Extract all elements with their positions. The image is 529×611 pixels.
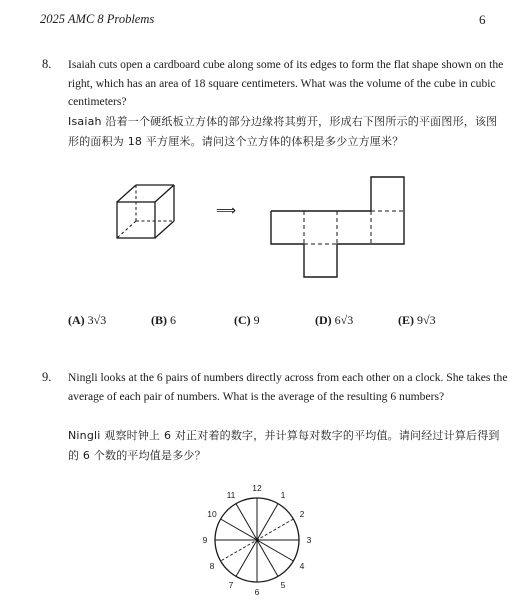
choice-b[interactable]: [151, 313, 176, 328]
clock-number: 9: [202, 535, 208, 545]
header-title: 2025 AMC 8 Problems: [40, 12, 155, 26]
clock-number: 2: [299, 509, 305, 519]
choice-c-value: 9: [253, 313, 260, 327]
choice-b-value: 6: [170, 313, 176, 327]
problem-9-english: Ningli looks at the 6 pairs of numbers directly across from each other on a clock. She takes the average of each pair of numbers. What is the average of the resulting 6 numbers?: [68, 371, 508, 403]
choice-e-label: (E): [398, 313, 414, 327]
choice-d-label: (D): [315, 313, 332, 327]
choice-a-value: 3√3: [87, 313, 107, 327]
problem-9-number: 9.: [42, 370, 52, 384]
clock-number: 1: [280, 489, 286, 500]
clock-number: 6: [254, 587, 260, 597]
choice-b-label: (B): [151, 313, 167, 327]
choice-a[interactable]: [68, 313, 106, 328]
choice-c[interactable]: [234, 313, 260, 328]
choice-d[interactable]: [315, 313, 353, 328]
clock-number: 4: [299, 561, 305, 571]
problem-8-chinese: Isaiah 沿着一个硬纸板立方体的部分边缘将其剪开，形成右下图所示的平面图形，该图形的面积为 18 平方厘米。请问这个立方体的体积是多少立方厘米？: [68, 115, 498, 148]
arrow-icon: ⟹: [216, 203, 237, 219]
cube-diagram: [112, 176, 192, 246]
clock-number: 7: [228, 580, 234, 591]
problem-8-number: 8.: [42, 57, 52, 71]
choice-e-value: 9√3: [417, 313, 436, 327]
choice-a-label: (A): [68, 313, 85, 327]
problem-8-english: Isaiah cuts open a cardboard cube along some of its edges to form the flat shape shown on the right, which has an area of 18 square centimeters. What was the volume of the cube in cubic centimeters?: [68, 58, 504, 108]
clock-number: 3: [306, 535, 312, 545]
clock-number: 5: [280, 580, 286, 591]
clock-diagram: [196, 478, 326, 603]
clock-number: 12: [252, 483, 262, 493]
page-number: 6: [479, 12, 486, 27]
cube-net-diagram: [268, 174, 418, 284]
clock-number: 8: [209, 561, 215, 571]
choice-e[interactable]: [398, 313, 436, 328]
clock-number: 10: [207, 509, 217, 519]
problem-9-chinese: Ningli 观察时钟上 6 对正对着的数字，并计算每对数字的平均值。请问经过计算后得到的 6 个数的平均值是多少？: [68, 429, 500, 462]
choice-c-label: (C): [234, 313, 251, 327]
choice-d-value: 6√3: [334, 313, 354, 327]
clock-number: 11: [226, 489, 236, 500]
